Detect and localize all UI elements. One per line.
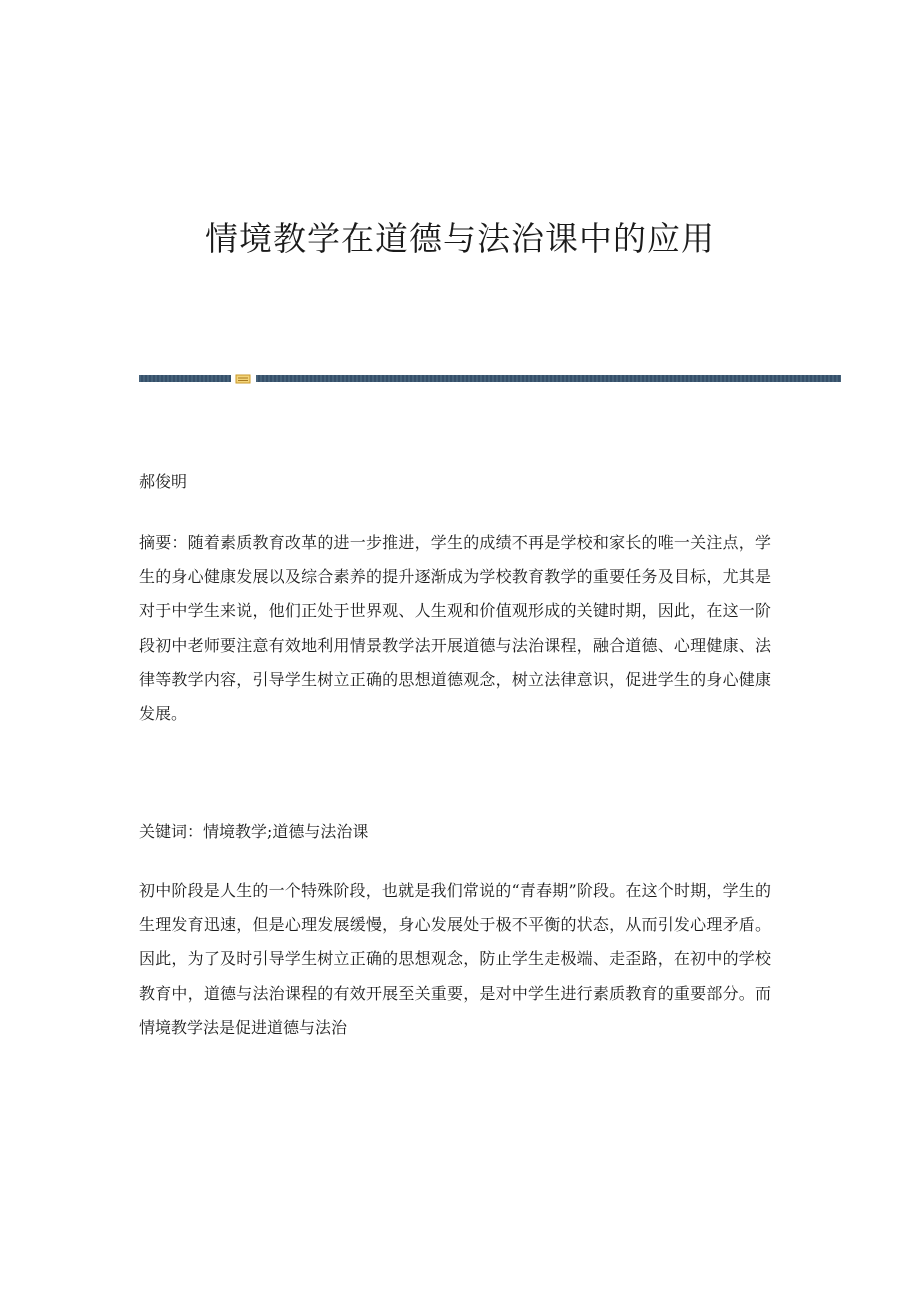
body-paragraph: 初中阶段是人生的一个特殊阶段，也就是我们常说的“青春期”阶段。在这个时期，学生的生理发育迅速，但是心理发展缓慢，身心发展处于极不平衡的状态，从而引发心理矛盾。因此，为了及时引导学生树立正确的思想观念，防止学生走极端、走歪路，在初中的学校教育中，道德与法治课程的有效开展至关重要，是对中学生进行素质教育的重要部分。而情境教学法是促进道德与法治	[139, 881, 771, 1037]
abstract-text: 随着素质教育改革的进一步推进，学生的成绩不再是学校和家长的唯一关注点，学生的身心健康发展以及综合素养的提升逐渐成为学校教育教学的重要任务及目标，尤其是对于中学生来说，他们正处于世界观、人生观和价值观形成的关键时期，因此，在这一阶段初中老师要注意有效地利用情景教学法开展道德与法治课程，融合道德、心理健康、法律等教学内容，引导学生树立正确的思想道德观念，树立法律意识，促进学生的身心健康发展。	[139, 533, 771, 724]
keywords-line	[139, 820, 771, 844]
keywords-text: 情境教学;道德与法治课	[203, 822, 369, 841]
document-title: 情境教学在道德与法治课中的应用	[205, 219, 715, 258]
divider-ornament-icon	[235, 374, 251, 384]
abstract-label: 摘要：	[139, 533, 188, 552]
keywords-label: 关键词：	[139, 822, 204, 841]
author-name: 郝俊明	[139, 472, 188, 491]
title-divider	[139, 374, 841, 384]
divider-bar-right	[256, 375, 841, 382]
divider-bar-left	[139, 375, 231, 382]
abstract-paragraph	[139, 526, 771, 731]
